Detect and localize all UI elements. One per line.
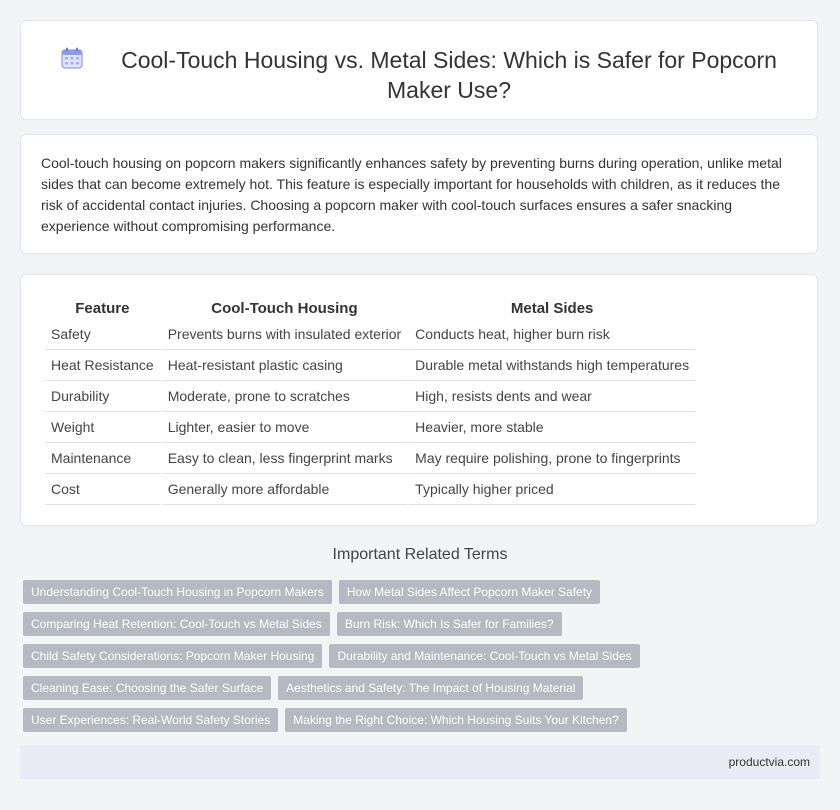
related-term-link[interactable]: Burn Risk: Which Is Safer for Families? [337, 612, 562, 636]
related-term-link[interactable]: Child Safety Considerations: Popcorn Maker Housing [23, 644, 322, 668]
table-cell: Heat Resistance [45, 350, 160, 381]
table-row [45, 443, 695, 474]
related-terms-heading: Important Related Terms [332, 546, 508, 563]
table-cell: Conducts heat, higher burn risk [409, 319, 695, 350]
table-cell: Safety [45, 319, 160, 350]
calendar-icon [61, 47, 83, 69]
related-term-link[interactable]: Making the Right Choice: Which Housing Suits Your Kitchen? [285, 708, 627, 732]
table-row [45, 474, 695, 505]
table-cell: Generally more affordable [162, 474, 407, 505]
table-cell: Lighter, easier to move [162, 412, 407, 443]
table-row [45, 412, 695, 443]
table-cell: Weight [45, 412, 160, 443]
table-row [45, 381, 695, 412]
table-cell: Prevents burns with insulated exterior [162, 319, 407, 350]
comparison-table [43, 295, 697, 505]
related-term-link[interactable]: Understanding Cool-Touch Housing in Popcorn Makers [23, 580, 332, 604]
column-header: Feature [75, 299, 130, 317]
table-cell: Durable metal withstands high temperatures [409, 350, 695, 381]
table-cell: Typically higher priced [409, 474, 695, 505]
related-term-link[interactable]: User Experiences: Real-World Safety Stories [23, 708, 278, 732]
related-term-link[interactable]: Comparing Heat Retention: Cool-Touch vs Metal Sides [23, 612, 330, 636]
page-title: Cool-Touch Housing vs. Metal Sides: Which is Safer for Popcorn Maker Use? [121, 47, 777, 103]
table-cell: Durability [45, 381, 160, 412]
table-cell: Heat-resistant plastic casing [162, 350, 407, 381]
table-cell: Heavier, more stable [409, 412, 695, 443]
intro-paragraph: Cool-touch housing on popcorn makers significantly enhances safety by preventing burns during operation, unlike metal sides that can become extremely hot. This feature is especially important for households with children, as it reduces the risk of accidental contact injuries. Choosing a popcorn maker with cool-touch surfaces ensures a safer snacking experience without compromising performance. [41, 155, 782, 234]
footer [20, 745, 820, 779]
related-term-link[interactable]: How Metal Sides Affect Popcorn Maker Safety [339, 580, 600, 604]
table-cell: Cost [45, 474, 160, 505]
title-card [20, 20, 818, 120]
table-row [45, 350, 695, 381]
table-cell: May require polishing, prone to fingerprints [409, 443, 695, 474]
related-term-link[interactable]: Durability and Maintenance: Cool-Touch vs Metal Sides [329, 644, 639, 668]
table-cell: Maintenance [45, 443, 160, 474]
column-header: Cool-Touch Housing [211, 299, 358, 317]
table-cell: High, resists dents and wear [409, 381, 695, 412]
intro-card [20, 134, 818, 254]
table-cell: Easy to clean, less fingerprint marks [162, 443, 407, 474]
table-cell: Moderate, prone to scratches [162, 381, 407, 412]
related-term-link[interactable]: Aesthetics and Safety: The Impact of Housing Material [278, 676, 583, 700]
footer-site-link[interactable]: productvia.com [728, 755, 810, 769]
related-term-link[interactable]: Cleaning Ease: Choosing the Safer Surface [23, 676, 271, 700]
table-header-row [45, 295, 695, 319]
table-row [45, 319, 695, 350]
related-terms-list [23, 580, 823, 740]
column-header: Metal Sides [510, 299, 594, 317]
comparison-card [20, 274, 818, 526]
